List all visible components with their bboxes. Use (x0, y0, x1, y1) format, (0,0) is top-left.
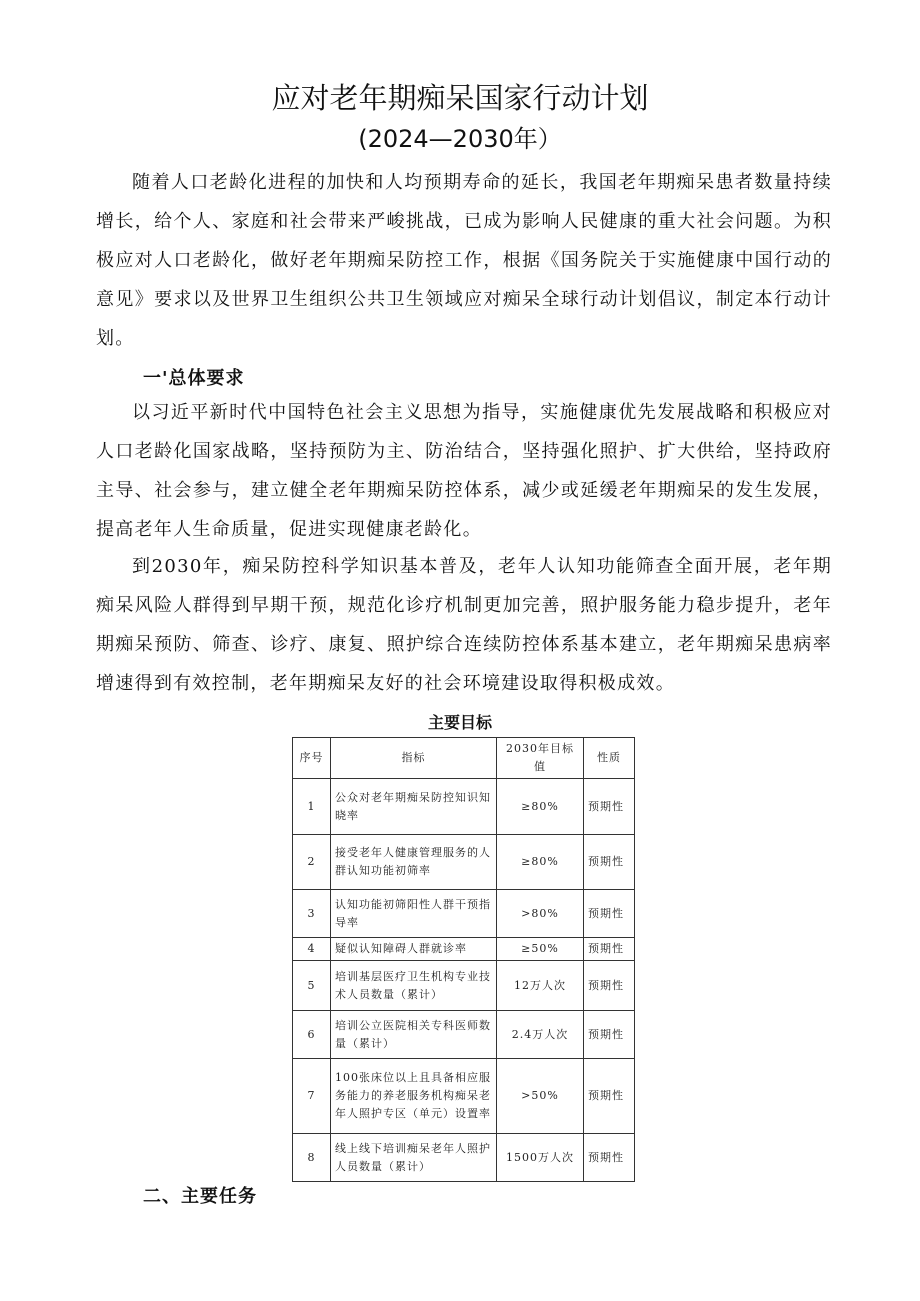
header-type: 性质 (584, 738, 635, 779)
document-title: 应对老年期痴呆国家行动计划 (271, 81, 649, 115)
row-no: 6 (293, 1011, 331, 1059)
table-caption: 主要目标 (427, 713, 492, 732)
table-row (293, 890, 635, 938)
row-indicator: 100张床位以上且具备相应服务能力的养老服务机构痴呆老年人照护专区（单元）设置率 (331, 1059, 497, 1134)
row-indicator: 培训公立医院相关专科医师数量（累计） (331, 1011, 497, 1059)
header-target: 2030年目标值 (497, 738, 584, 779)
row-indicator: 认知功能初筛阳性人群干预指导率 (331, 890, 497, 938)
row-no: 8 (293, 1134, 331, 1182)
row-type: 预期性 (584, 938, 635, 961)
row-type: 预期性 (584, 961, 635, 1011)
row-target: >50% (497, 1059, 584, 1134)
row-indicator: 线上线下培训痴呆老年人照护人员数量（累计） (331, 1134, 497, 1182)
table-row (293, 1011, 635, 1059)
table-row (293, 779, 635, 835)
row-indicator: 培训基层医疗卫生机构专业技术人员数量（累计） (331, 961, 497, 1011)
row-target: ≥50% (497, 938, 584, 961)
row-target: ≥80% (497, 835, 584, 890)
row-target: 2.4万人次 (497, 1011, 584, 1059)
row-indicator: 公众对老年期痴呆防控知识知晓率 (331, 779, 497, 835)
table-row (293, 961, 635, 1011)
row-indicator: 接受老年人健康管理服务的人群认知功能初筛率 (331, 835, 497, 890)
document-subtitle: (2024—2030年） (358, 125, 562, 153)
table-row (293, 938, 635, 961)
row-type: 预期性 (584, 890, 635, 938)
row-target: 12万人次 (497, 961, 584, 1011)
table-header-row (293, 738, 635, 779)
row-target: >80% (497, 890, 584, 938)
table-row (293, 1134, 635, 1182)
table-row (293, 835, 635, 890)
header-no: 序号 (293, 738, 331, 779)
row-no: 1 (293, 779, 331, 835)
row-indicator: 疑似认知障碍人群就诊率 (331, 938, 497, 961)
table-row (293, 1059, 635, 1134)
row-target: 1500万人次 (497, 1134, 584, 1182)
row-type: 预期性 (584, 835, 635, 890)
row-type: 预期性 (584, 1059, 635, 1134)
row-type: 预期性 (584, 1011, 635, 1059)
section-1-heading: 一'总体要求 (143, 368, 245, 389)
header-indicator: 指标 (331, 738, 497, 779)
section-1-paragraph-1: 以习近平新时代中国特色社会主义思想为指导，实施健康优先发展战略和积极应对人口老龄化国家战略，坚持预防为主、防治结合，坚持强化照护、扩大供给，坚持政府主导、社会参与，建立健全老年期痴呆防控体系，减少或延缓老年期痴呆的发生发展，提高老年人生命质量，促进实现健康老龄化。 (96, 402, 832, 540)
section-1-paragraph-2: 到2030年，痴呆防控科学知识基本普及，老年人认知功能筛查全面开展，老年期痴呆风险人群得到早期干预，规范化诊疗机制更加完善，照护服务能力稳步提升，老年期痴呆预防、筛查、诊疗、康复、照护综合连续防控体系基本建立，老年期痴呆患病率增速得到有效控制，老年期痴呆友好的社会环境建设取得积极成效。 (96, 556, 832, 694)
row-no: 2 (293, 835, 331, 890)
main-goals-table (292, 737, 635, 1182)
row-no: 4 (293, 938, 331, 961)
row-no: 3 (293, 890, 331, 938)
section-2-heading: 二、主要任务 (143, 1186, 257, 1207)
row-target: ≥80% (497, 779, 584, 835)
row-type: 预期性 (584, 779, 635, 835)
intro-paragraph: 随着人口老龄化进程的加快和人均预期寿命的延长，我国老年期痴呆患者数量持续增长，给个人、家庭和社会带来严峻挑战，已成为影响人民健康的重大社会问题。为积极应对人口老龄化，做好老年期痴呆防控工作，根据《国务院关于实施健康中国行动的意见》要求以及世界卫生组织公共卫生领域应对痴呆全球行动计划倡议，制定本行动计划。 (96, 172, 832, 349)
row-type: 预期性 (584, 1134, 635, 1182)
row-no: 7 (293, 1059, 331, 1134)
row-no: 5 (293, 961, 331, 1011)
